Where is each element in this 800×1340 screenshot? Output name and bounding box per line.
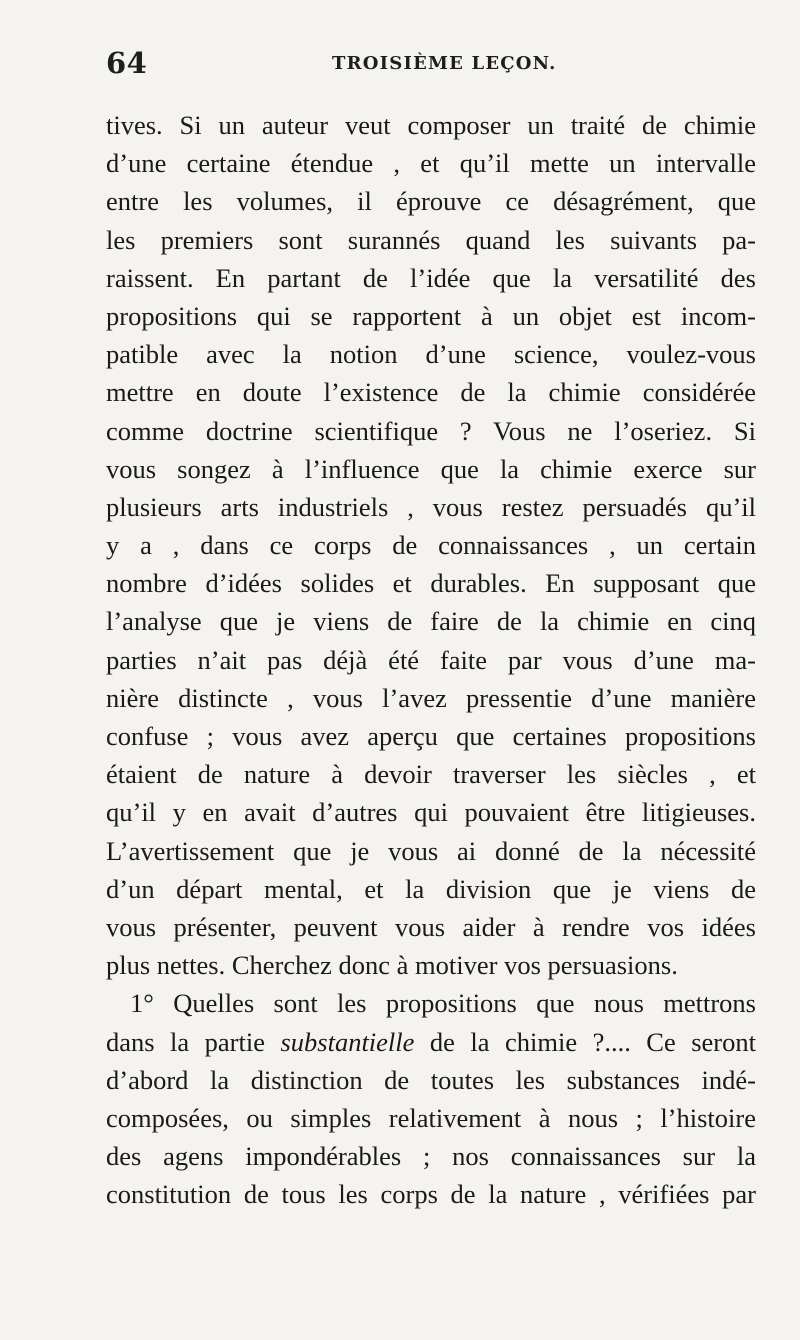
text-line: confuse ; vous avez aperçu que certaines propositions (106, 721, 756, 751)
paragraph-two-first-line: 1° Quelles sont les propositions que nous mettrons (130, 988, 756, 1019)
text-line: nombre d’idées solides et durables. En supposant que (106, 568, 756, 599)
text-line: nière distincte , vous l’avez pressentie d’une manière (106, 682, 756, 713)
text-line: comme doctrine scientifique ? Vous ne l’oseriez. Si (106, 415, 756, 446)
text-line: composées, ou simples relativement à nous ; l’histoire (106, 1102, 756, 1133)
text-line: mettre en doute l’existence de la chimie considérée (106, 377, 756, 408)
italic-term: substantielle (280, 1026, 415, 1057)
text-line: vous songez à l’influence que la chimie exerce sur (106, 453, 756, 484)
text-line: propositions qui se rapportent à un objet est incom- (106, 300, 756, 331)
text-line: qu’il y en avait d’autres qui pouvaient être litigieuses. (106, 797, 756, 828)
text-line: raissent. En partant de l’idée que la versatilité des (106, 262, 756, 293)
text-line: tives. Si un auteur veut composer un traité de chimie (106, 110, 756, 140)
text-line: plusieurs arts industriels , vous restez persuadés qu’il (106, 491, 756, 522)
text-line: des agens impondérables ; nos connaissances sur la (106, 1141, 756, 1172)
text-line: entre les volumes, il éprouve ce désagrément, que (106, 186, 756, 217)
text-line: l’analyse que je viens de faire de la chimie en cinq (106, 606, 756, 637)
page-number: 64 (106, 46, 148, 80)
text-line: constitution de tous les corps de la nature , vérifiées par (106, 1179, 756, 1210)
text-line: parties n’ait pas déjà été faite par vous d’une ma- (106, 644, 756, 675)
text-fragment: dans la partie (106, 1026, 281, 1057)
text-line: les premiers sont surannés quand les suivants pa- (106, 224, 756, 255)
text-line: d’abord la distinction de toutes les substances indé- (106, 1064, 756, 1095)
text-line: étaient de nature à devoir traverser les siècles , et (106, 759, 756, 790)
text-line: y a , dans ce corps de connaissances , un certain (106, 530, 756, 561)
text-fragment: de la chimie ?.... Ce seront (414, 1026, 756, 1057)
text-line: L’avertissement que je vous ai donné de la nécessité (106, 835, 756, 866)
running-head: TROISIÈME LEÇON. (332, 53, 557, 74)
text-line: vous présenter, peuvent vous aider à rendre vos idées (106, 911, 756, 942)
text-line: d’un départ mental, et la division que je viens de (106, 873, 756, 904)
page-header (106, 46, 754, 82)
body-text (106, 106, 756, 1213)
text-line-with-italic (106, 1023, 756, 1061)
text-line: patible avec la notion d’une science, voulez-vous (106, 339, 756, 370)
paragraph-end-line: plus nettes. Cherchez donc à motiver vos persuasions. (106, 950, 678, 981)
text-line: d’une certaine étendue , et qu’il mette un intervalle (106, 148, 756, 179)
